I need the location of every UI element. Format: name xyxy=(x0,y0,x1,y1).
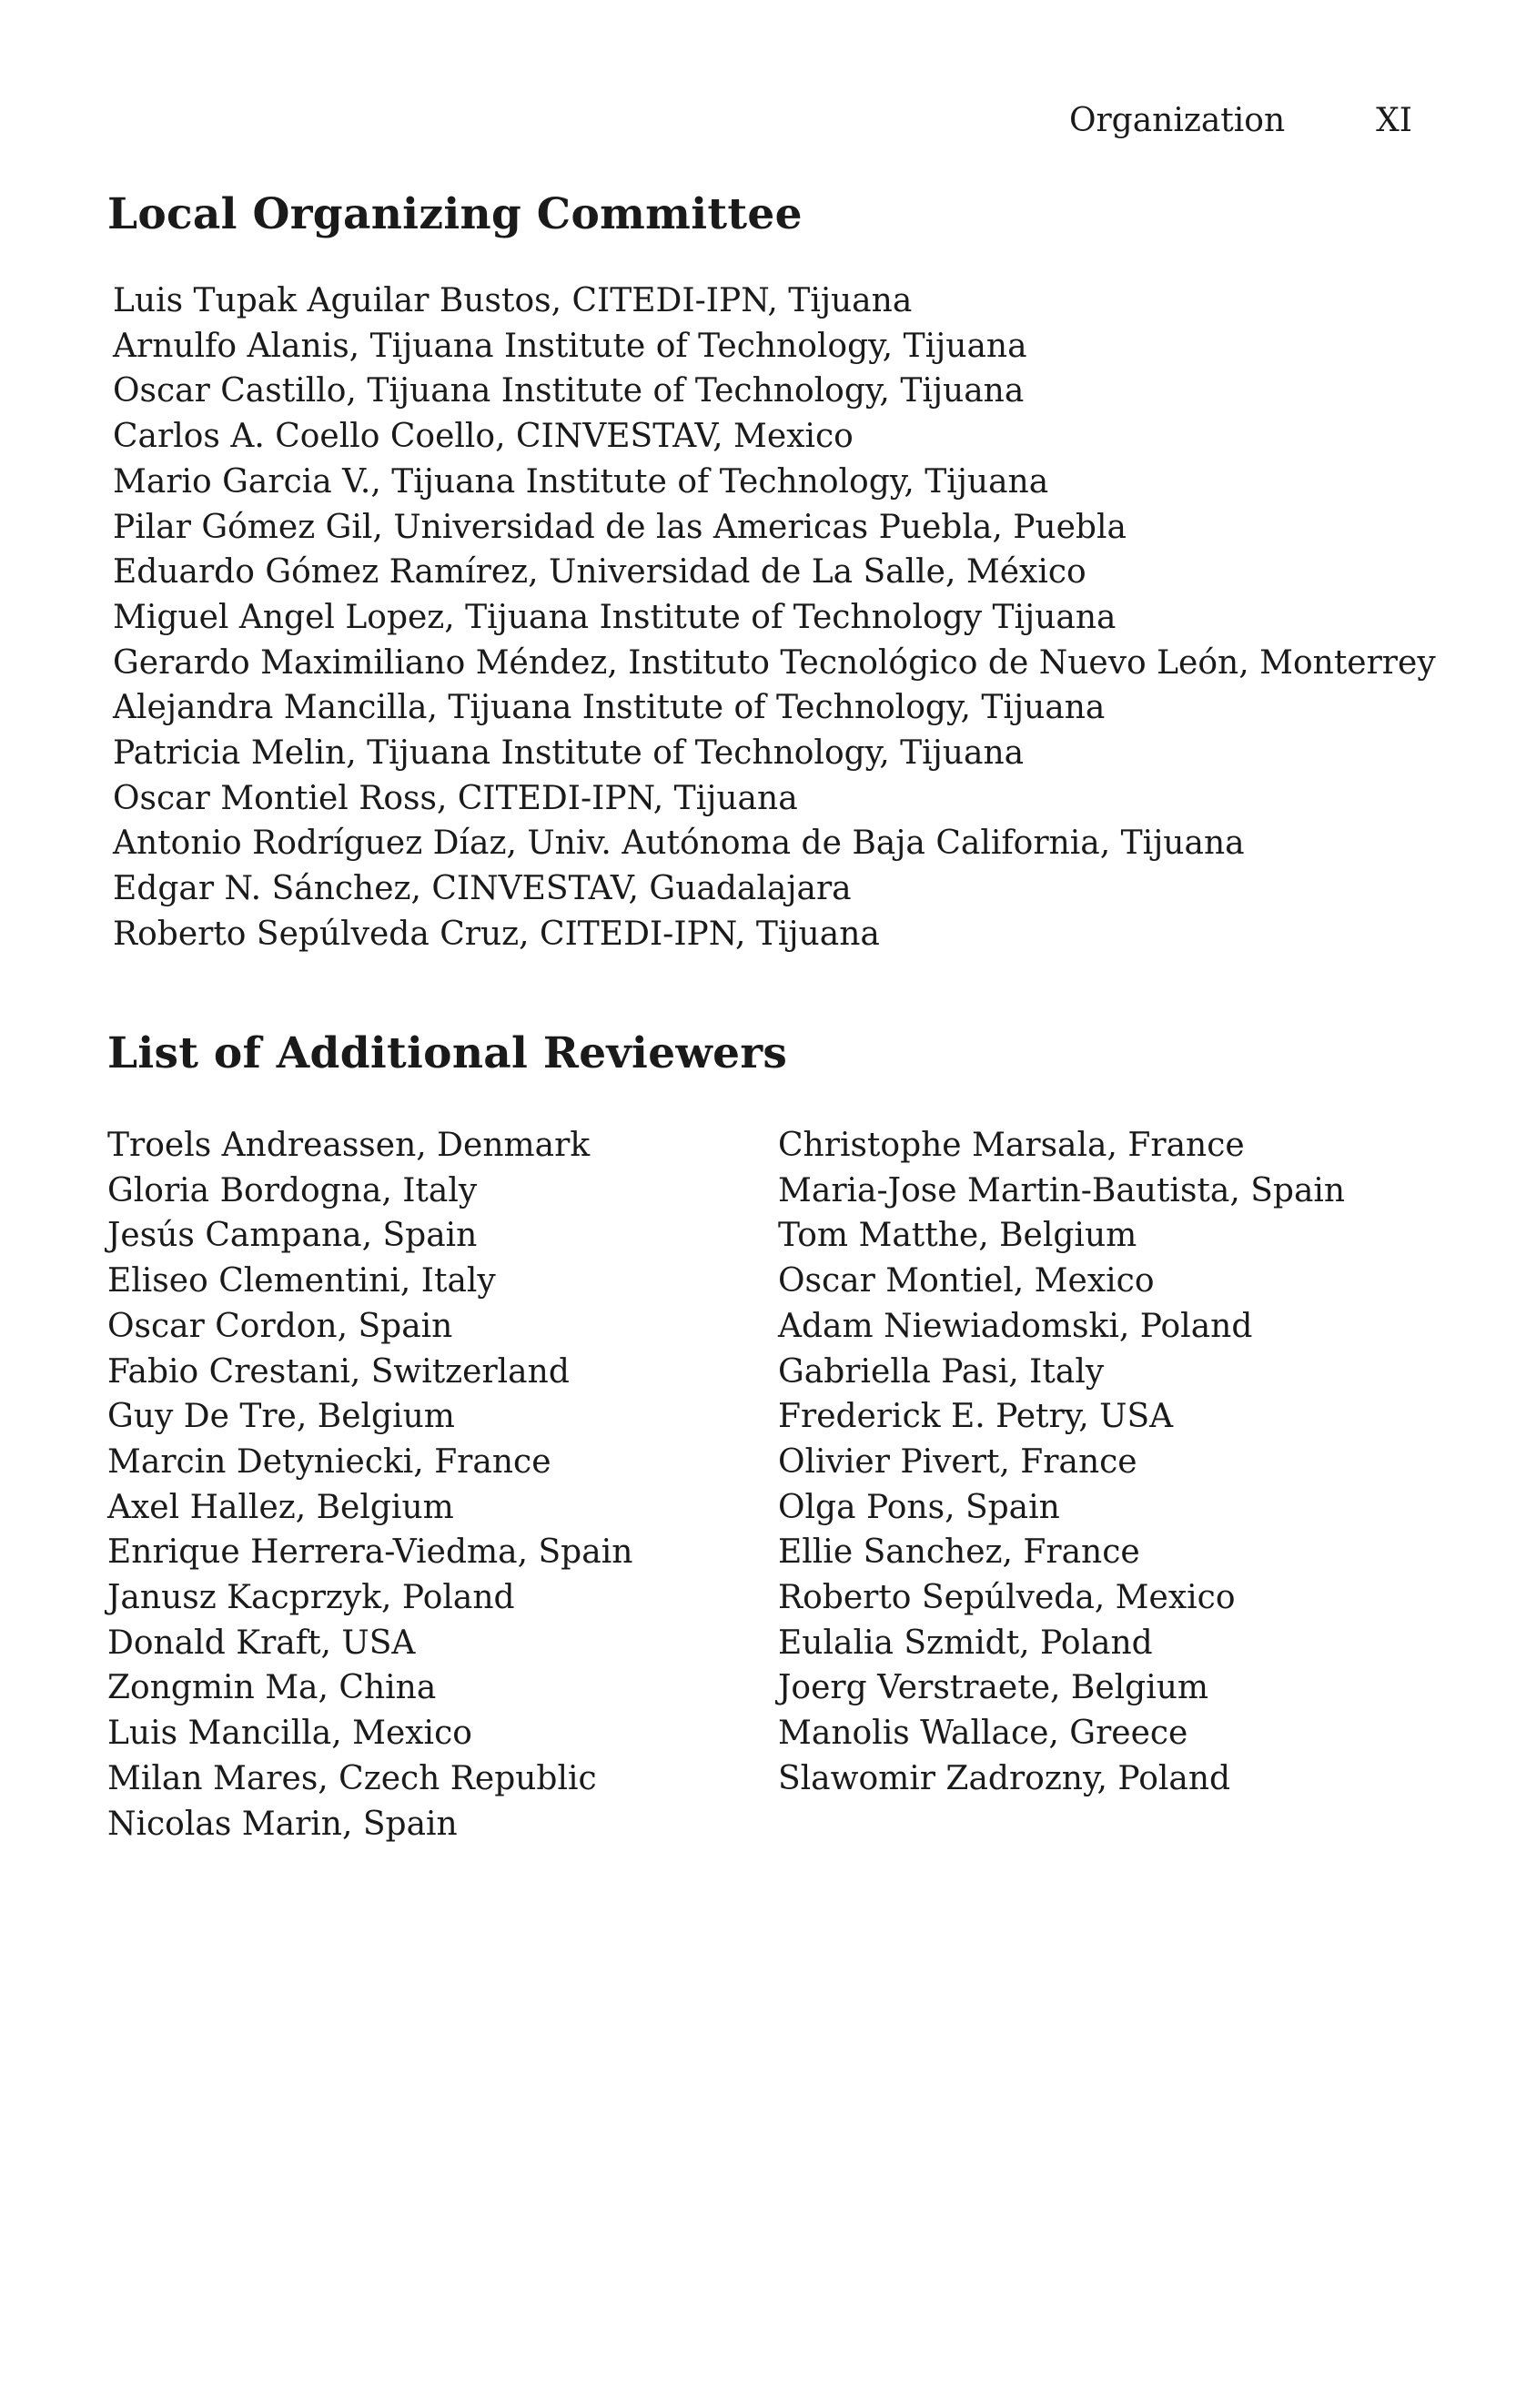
committee-member: Miguel Angel Lopez, Tijuana Institute of Technology Tijuana xyxy=(113,598,1117,636)
committee-member: Alejandra Mancilla, Tijuana Institute of Technology, Tijuana xyxy=(113,689,1106,727)
committee-member: Antonio Rodríguez Díaz, Univ. Autónoma de Baja California, Tijuana xyxy=(113,825,1245,863)
local-committee-heading: Local Organizing Committee xyxy=(107,189,803,239)
reviewer: Jesús Campana, Spain xyxy=(107,1217,478,1255)
reviewer: Eulalia Szmidt, Poland xyxy=(778,1624,1153,1662)
reviewer: Milan Mares, Czech Republic xyxy=(107,1759,597,1797)
committee-member: Carlos A. Coello Coello, CINVESTAV, Mexico xyxy=(113,418,854,456)
committee-member: Roberto Sepúlveda Cruz, CITEDI-IPN, Tijuana xyxy=(113,915,880,953)
reviewer: Janusz Kacprzyk, Poland xyxy=(107,1579,515,1617)
running-head-section: Organization xyxy=(1068,102,1286,139)
committee-member: Mario Garcia V., Tijuana Institute of Technology, Tijuana xyxy=(113,462,1049,501)
committee-member: Gerardo Maximiliano Méndez, Instituto Tecnológico de Nuevo León, Monterrey xyxy=(113,643,1436,682)
reviewer: Manolis Wallace, Greece xyxy=(778,1715,1188,1753)
reviewer: Joerg Verstraete, Belgium xyxy=(778,1669,1209,1707)
committee-member: Edgar N. Sánchez, CINVESTAV, Guadalajara xyxy=(113,870,852,908)
reviewers-heading: List of Additional Reviewers xyxy=(107,1028,788,1078)
reviewers-list-right xyxy=(778,1123,1345,1802)
committee-member: Arnulfo Alanis, Tijuana Institute of Technology, Tijuana xyxy=(113,327,1027,365)
reviewer: Oscar Montiel, Mexico xyxy=(778,1262,1155,1300)
reviewer: Donald Kraft, USA xyxy=(107,1624,416,1662)
reviewer: Roberto Sepúlveda, Mexico xyxy=(778,1579,1236,1617)
committee-member: Eduardo Gómez Ramírez, Universidad de La Salle, México xyxy=(113,553,1086,592)
local-committee-list xyxy=(113,278,1436,957)
reviewer: Oscar Cordon, Spain xyxy=(107,1307,453,1345)
reviewer: Frederick E. Petry, USA xyxy=(778,1398,1174,1436)
reviewer: Fabio Crestani, Switzerland xyxy=(107,1352,570,1391)
reviewer: Axel Hallez, Belgium xyxy=(107,1488,454,1526)
reviewer: Olga Pons, Spain xyxy=(778,1488,1060,1526)
reviewer: Zongmin Ma, China xyxy=(107,1669,437,1707)
committee-member: Oscar Castillo, Tijuana Institute of Technology, Tijuana xyxy=(113,372,1025,410)
committee-member: Pilar Gómez Gil, Universidad de las Americas Puebla, Puebla xyxy=(113,508,1127,546)
reviewer: Olivier Pivert, France xyxy=(778,1442,1137,1481)
reviewer: Luis Mancilla, Mexico xyxy=(107,1715,472,1753)
reviewer: Enrique Herrera-Viedma, Spain xyxy=(107,1533,633,1572)
reviewer: Maria-Jose Martin-Bautista, Spain xyxy=(778,1171,1346,1209)
reviewer: Gabriella Pasi, Italy xyxy=(778,1352,1105,1391)
reviewer: Guy De Tre, Belgium xyxy=(107,1398,455,1436)
page-number: XI xyxy=(1376,102,1412,139)
reviewer: Christophe Marsala, France xyxy=(778,1127,1245,1164)
reviewer: Nicolas Marin, Spain xyxy=(107,1805,458,1843)
reviewer: Gloria Bordogna, Italy xyxy=(107,1171,478,1209)
reviewer: Ellie Sanchez, France xyxy=(778,1533,1140,1572)
reviewer: Adam Niewiadomski, Poland xyxy=(778,1307,1253,1345)
reviewers-list-left xyxy=(107,1123,632,1846)
reviewer: Slawomir Zadrozny, Poland xyxy=(778,1759,1231,1797)
committee-member: Luis Tupak Aguilar Bustos, CITEDI-IPN, Tijuana xyxy=(113,282,913,319)
reviewer: Marcin Detyniecki, France xyxy=(107,1442,551,1481)
committee-member: Patricia Melin, Tijuana Institute of Technology, Tijuana xyxy=(113,734,1025,773)
reviewer: Eliseo Clementini, Italy xyxy=(107,1262,496,1300)
reviewer: Tom Matthe, Belgium xyxy=(778,1217,1137,1255)
committee-member: Oscar Montiel Ross, CITEDI-IPN, Tijuana xyxy=(113,779,798,817)
running-head xyxy=(1069,102,1412,139)
reviewer: Troels Andreassen, Denmark xyxy=(107,1127,591,1164)
